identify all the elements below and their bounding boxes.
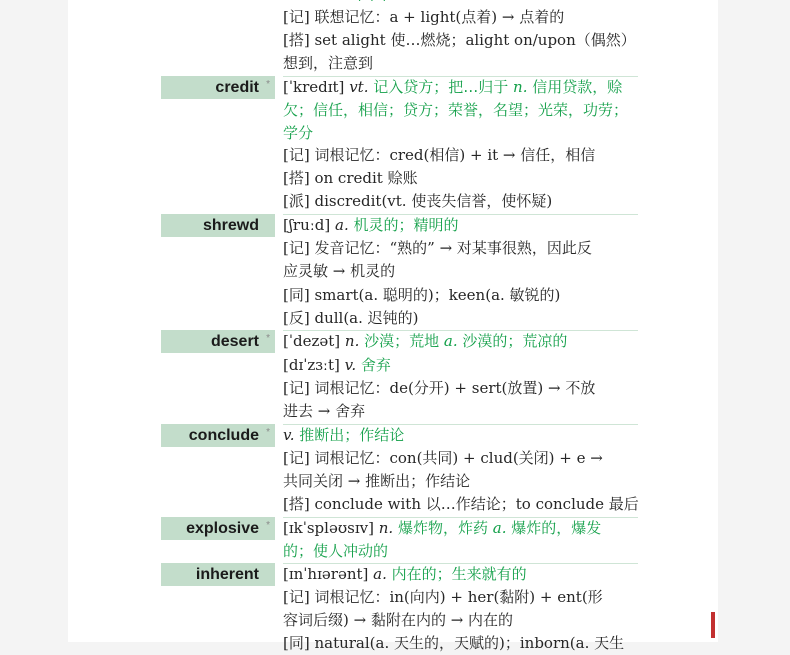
definition-line: [283, 214, 459, 237]
frequency-star: *: [266, 520, 270, 531]
headword-conclude: [161, 424, 275, 447]
note-line: 共同关闭 → 推断出；作结论: [283, 472, 471, 490]
definition: 沙漠的；荒凉的: [462, 332, 568, 350]
phonetic: [ˈkredɪt]: [283, 78, 345, 96]
part-of-speech: a.: [335, 216, 349, 234]
frequency-star: *: [266, 427, 270, 438]
definition: 推断出；作结论: [299, 426, 405, 444]
headword-shrewd: [161, 214, 275, 237]
note-line: [搭] on credit 赊账: [283, 169, 418, 187]
headword-text: conclude: [188, 427, 259, 444]
cut-off-text-fragment: · · ·: [358, 0, 389, 7]
page-edge-mark: [711, 612, 715, 638]
definition-line: [283, 330, 567, 353]
note-line: [记] 词根记忆：de(分开) + sert(放置) → 不放: [283, 379, 596, 397]
note-line: 应灵敏 → 机灵的: [283, 262, 396, 280]
definition: 爆炸物，炸药: [397, 519, 488, 537]
note-line: [记] 词根记忆：con(共同) + clud(关闭) + e →: [283, 449, 603, 467]
headword-text: desert: [210, 333, 259, 350]
headword-text: explosive: [186, 520, 259, 537]
phonetic: [ɪnˈhɪərənt]: [283, 565, 369, 583]
definition-line: [283, 76, 622, 99]
note-line: [记] 联想记忆：a + light(点着) → 点着的: [283, 8, 565, 26]
part-of-speech: n.: [513, 78, 528, 96]
part-of-speech: a.: [492, 519, 507, 537]
part-of-speech: n.: [378, 519, 394, 537]
note-line: 容词后缀) → 黏附在内的 → 内在的: [283, 611, 514, 629]
note-line: [记] 词根记忆：cred(相信) + it → 信任，相信: [283, 146, 596, 164]
headword-credit: [161, 76, 275, 99]
part-of-speech: a.: [373, 565, 387, 583]
definition: 信用贷款，赊: [532, 78, 623, 96]
note-line: [记] 词根记忆：in(向内) + her(黏附) + ent(形: [283, 588, 603, 606]
headword-inherent: [161, 563, 275, 586]
note-line: [同] smart(a. 聪明的)；keen(a. 敏锐的): [283, 286, 561, 304]
dictionary-page: [68, 0, 718, 652]
note-line: [派] discredit(vt. 使丧失信誉，使怀疑): [283, 192, 553, 210]
definition-line: [283, 517, 601, 540]
headword-text: inherent: [195, 566, 259, 583]
phonetic: [ʃruːd]: [283, 216, 331, 234]
note-line: 进去 → 舍弃: [283, 402, 366, 420]
definition-line: 欠；信任，相信；贷方；荣誉，名望；光荣，功劳；: [283, 101, 629, 119]
note-line: [反] dull(a. 迟钝的): [283, 309, 419, 327]
headword-desert: [161, 330, 275, 353]
part-of-speech: v.: [283, 426, 295, 444]
part-of-speech: v.: [344, 356, 357, 374]
definition-line: [283, 424, 404, 447]
part-of-speech: n.: [344, 332, 360, 350]
part-of-speech: a.: [443, 332, 458, 350]
definition: 爆炸的，爆发: [511, 519, 602, 537]
headword-text: credit: [215, 79, 259, 96]
definition: 机灵的；精明的: [353, 216, 459, 234]
part-of-speech: vt.: [349, 78, 369, 96]
note-line: 想到，注意到: [283, 54, 374, 72]
definition-line: 学分: [283, 124, 314, 142]
definition-line: [283, 354, 391, 377]
note-line: [记] 发音记忆：“熟的” → 对某事很熟，因此反: [283, 239, 592, 257]
note-line: [搭] conclude with 以…作结论；to conclude 最后: [283, 495, 639, 513]
phonetic: [dɪˈzɜːt]: [283, 356, 340, 374]
phonetic: [ɪkˈspləʊsɪv]: [283, 519, 374, 537]
headword-explosive: [161, 517, 275, 540]
definition: 记入贷方；把…归于: [373, 78, 509, 96]
frequency-star: *: [266, 333, 270, 344]
definition-line: 的；使人冲动的: [283, 542, 389, 560]
phonetic: [ˈdezət]: [283, 332, 341, 350]
definition-line: [283, 563, 527, 586]
definition: 舍弃: [360, 356, 391, 374]
definition: 内在的；生来就有的: [391, 565, 527, 583]
frequency-star: *: [266, 79, 270, 90]
note-line: [搭] set alight 使…燃烧；alight on/upon（偶然）: [283, 31, 636, 49]
note-line: [同] natural(a. 天生的，天赋的)；inborn(a. 天生: [283, 634, 625, 652]
headword-text: shrewd: [202, 217, 259, 234]
definition: 沙漠；荒地: [364, 332, 440, 350]
